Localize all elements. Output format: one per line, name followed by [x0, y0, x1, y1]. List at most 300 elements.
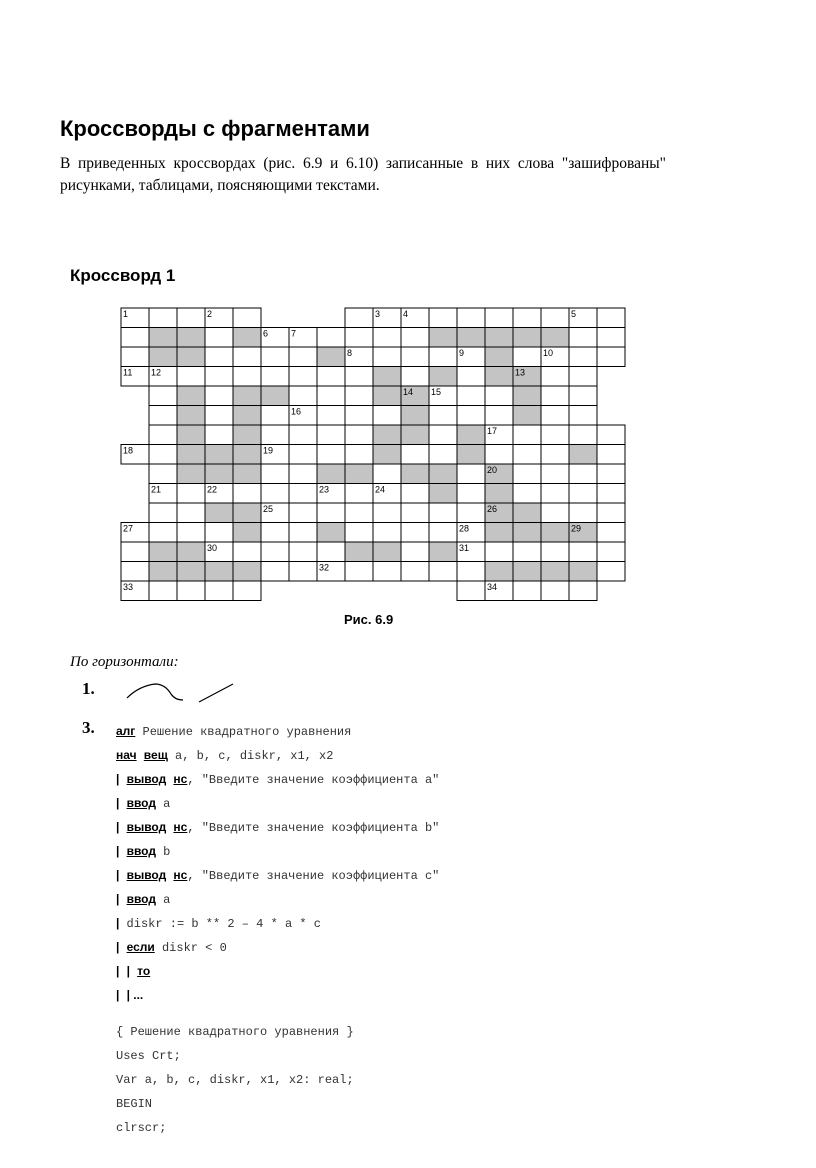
crossword-block-cell [541, 523, 569, 543]
keyword-output: вывод [126, 868, 167, 882]
crossword-number: 7 [291, 328, 297, 339]
crossword-cell[interactable] [149, 406, 177, 426]
crossword-cell[interactable] [429, 445, 457, 465]
crossword-cell[interactable] [261, 464, 289, 484]
block-bar: | [116, 892, 120, 906]
crossword-cell[interactable] [513, 425, 541, 445]
crossword-block-cell [233, 445, 261, 465]
crossword-block-cell [177, 386, 205, 406]
crossword-cell[interactable] [345, 484, 373, 504]
crossword-cell[interactable] [177, 308, 205, 328]
algo-line-6 [116, 844, 170, 859]
crossword-cell[interactable] [429, 425, 457, 445]
crossword-cell[interactable] [541, 464, 569, 484]
crossword-cell[interactable] [401, 503, 429, 523]
crossword-block-cell [541, 328, 569, 348]
crossword-cell[interactable] [317, 367, 345, 387]
crossword-cell[interactable] [541, 484, 569, 504]
crossword-cell[interactable] [205, 523, 233, 543]
crossword-block-cell [541, 562, 569, 582]
crossword-block-cell [177, 464, 205, 484]
crossword-cell[interactable] [345, 523, 373, 543]
crossword-cell[interactable] [289, 347, 317, 367]
crossword-number: 5 [571, 309, 577, 319]
crossword-cell[interactable] [513, 464, 541, 484]
crossword-block-cell [485, 562, 513, 582]
crossword-cell[interactable] [345, 386, 373, 406]
crossword-cell[interactable] [373, 523, 401, 543]
crossword-cell[interactable] [317, 503, 345, 523]
crossword-number: 22 [207, 484, 218, 495]
crossword-block-cell [401, 425, 429, 445]
code-text: diskr < 0 [154, 941, 227, 955]
crossword-block-cell [373, 445, 401, 465]
crossword-cell[interactable] [597, 542, 625, 562]
algo-line-10 [116, 940, 227, 955]
keyword-ns: нс [173, 772, 188, 786]
crossword-cell[interactable] [345, 367, 373, 387]
pascal-line-3: Var a, b, c, diskr, x1, x2: real; [116, 1073, 354, 1087]
clue-number-3: 3. [82, 718, 95, 737]
crossword-cell[interactable] [345, 503, 373, 523]
crossword-cell[interactable] [457, 464, 485, 484]
crossword-block-cell [429, 464, 457, 484]
crossword-block-cell [457, 328, 485, 348]
algo-line-8 [116, 892, 170, 907]
crossword-block-cell [513, 406, 541, 426]
crossword-cell[interactable] [345, 406, 373, 426]
figure-caption: Рис. 6.9 [344, 612, 394, 627]
crossword-cell[interactable] [289, 562, 317, 582]
crossword-number: 27 [123, 523, 134, 534]
code-text: , "Введите значение коэффициента b" [187, 821, 440, 835]
crossword-cell[interactable] [597, 562, 625, 582]
crossword-cell[interactable] [541, 581, 569, 601]
crossword-cell[interactable] [485, 386, 513, 406]
crossword-cell[interactable] [261, 425, 289, 445]
crossword-cell[interactable] [345, 308, 373, 328]
crossword-block-cell [177, 542, 205, 562]
crossword-cell[interactable] [457, 308, 485, 328]
crossword-cell[interactable] [569, 464, 597, 484]
crossword-cell[interactable] [457, 581, 485, 601]
slash-stroke [199, 684, 233, 702]
crossword-cell[interactable] [457, 367, 485, 387]
block-bar: | [116, 868, 120, 882]
crossword-cell[interactable] [541, 542, 569, 562]
crossword-cell[interactable] [233, 581, 261, 601]
crossword-cell[interactable] [401, 328, 429, 348]
crossword-block-cell [513, 386, 541, 406]
algo-line-12 [116, 988, 143, 1003]
block-bar: | [116, 844, 120, 858]
crossword-block-cell [205, 464, 233, 484]
crossword-block-cell [485, 484, 513, 504]
crossword-number: 13 [515, 367, 526, 378]
crossword-number: 26 [487, 504, 498, 514]
crossword-cell[interactable] [373, 503, 401, 523]
code-text: diskr := b ** 2 – 4 * a * c [119, 917, 321, 931]
crossword-block-cell [513, 562, 541, 582]
crossword-cell[interactable] [401, 523, 429, 543]
crossword-block-cell [429, 484, 457, 504]
crossword-cell[interactable] [317, 406, 345, 426]
crossword-number: 32 [319, 562, 330, 573]
pascal-line-4: BEGIN [116, 1097, 153, 1111]
crossword-cell[interactable] [569, 542, 597, 562]
keyword-alg: алг [116, 724, 136, 738]
crossword-number: 24 [375, 484, 386, 495]
crossword-cell[interactable] [233, 308, 261, 328]
crossword-cell[interactable] [289, 464, 317, 484]
crossword-block-cell [317, 347, 345, 367]
crossword-block-cell [233, 503, 261, 523]
crossword-cell[interactable] [289, 425, 317, 445]
crossword-block-cell [177, 347, 205, 367]
crossword-block-cell [373, 542, 401, 562]
crossword-cell[interactable] [597, 484, 625, 504]
crossword-cell[interactable] [569, 484, 597, 504]
crossword-cell[interactable] [345, 425, 373, 445]
crossword-block-cell [233, 464, 261, 484]
crossword-cell[interactable] [429, 347, 457, 367]
block-bar: | [116, 916, 120, 930]
crossword-cell[interactable] [345, 562, 373, 582]
crossword-number: 11 [123, 367, 133, 378]
crossword-cell[interactable] [401, 445, 429, 465]
crossword-block-cell [233, 562, 261, 582]
block-bar: | [126, 988, 130, 1002]
crossword-block-cell [429, 542, 457, 562]
crossword-cell[interactable] [289, 386, 317, 406]
clue-number-1: 1. [82, 679, 95, 698]
algo-line-1 [116, 724, 351, 739]
crossword-cell[interactable] [121, 542, 149, 562]
crossword-cell[interactable] [261, 542, 289, 562]
keyword-ns: нс [173, 820, 188, 834]
crossword-cell[interactable] [317, 542, 345, 562]
crossword-cell[interactable] [597, 425, 625, 445]
crossword-cell[interactable] [429, 562, 457, 582]
crossword-cell[interactable] [289, 523, 317, 543]
crossword-cell[interactable] [177, 503, 205, 523]
crossword-number: 21 [151, 484, 162, 495]
keyword-input: ввод [126, 844, 156, 858]
crossword-cell[interactable] [541, 386, 569, 406]
crossword-cell[interactable] [597, 445, 625, 465]
crossword-cell[interactable] [569, 367, 597, 387]
crossword-block-cell [457, 445, 485, 465]
crossword-cell[interactable] [513, 542, 541, 562]
wave-stroke [127, 684, 183, 700]
crossword-cell[interactable] [233, 484, 261, 504]
crossword-block-cell [177, 425, 205, 445]
algo-line-2 [116, 748, 333, 763]
crossword-cell[interactable] [597, 347, 625, 367]
crossword-block-cell [429, 328, 457, 348]
crossword-cell[interactable] [457, 386, 485, 406]
crossword-block-cell [205, 503, 233, 523]
crossword-cell[interactable] [317, 425, 345, 445]
code-ellipsis: ... [129, 988, 144, 1002]
crossword-cell[interactable] [541, 308, 569, 328]
crossword-block-cell [233, 425, 261, 445]
crossword-cell[interactable] [373, 328, 401, 348]
block-bar: | [116, 796, 120, 810]
crossword-cell[interactable] [457, 562, 485, 582]
crossword-cell[interactable] [261, 562, 289, 582]
crossword-cell[interactable] [289, 445, 317, 465]
crossword-block-cell [513, 523, 541, 543]
crossword-cell[interactable] [317, 445, 345, 465]
crossword-cell[interactable] [597, 464, 625, 484]
crossword-cell[interactable] [569, 581, 597, 601]
crossword-block-cell [317, 523, 345, 543]
crossword-block-cell [569, 562, 597, 582]
crossword-block-cell [149, 562, 177, 582]
keyword-input: ввод [126, 796, 156, 810]
crossword-cell[interactable] [261, 523, 289, 543]
crossword-cell[interactable] [373, 562, 401, 582]
crossword-number: 25 [263, 504, 274, 514]
crossword-cell[interactable] [485, 406, 513, 426]
crossword-cell[interactable] [205, 347, 233, 367]
crossword-cell[interactable] [401, 347, 429, 367]
algo-line-3 [116, 772, 439, 787]
crossword-cell[interactable] [289, 542, 317, 562]
crossword-cell[interactable] [513, 445, 541, 465]
crossword-block-cell [233, 328, 261, 348]
crossword-number: 33 [123, 582, 134, 592]
crossword-number: 34 [487, 582, 498, 592]
crossword-cell[interactable] [177, 484, 205, 504]
crossword-block-cell [233, 523, 261, 543]
page-title: Кроссворды с фрагментами [60, 116, 370, 141]
crossword-block-cell [513, 503, 541, 523]
crossword-cell[interactable] [597, 523, 625, 543]
keyword-ns: нс [173, 868, 188, 882]
intro-paragraph: В приведенных кроссвордах (рис. 6.9 и 6.10) записанные в них слова "зашифрованы" рисунками, таблицами, поясняющими текстами. [60, 155, 666, 194]
code-text: , "Введите значение коэффициента c" [187, 869, 440, 883]
block-bar: | [116, 988, 120, 1002]
crossword-number: 28 [459, 523, 470, 534]
crossword-cell[interactable] [177, 367, 205, 387]
crossword-block-cell [513, 328, 541, 348]
crossword-cell[interactable] [569, 328, 597, 348]
crossword-cell[interactable] [177, 523, 205, 543]
across-label: По горизонтали: [70, 654, 179, 670]
crossword-cell[interactable] [569, 425, 597, 445]
crossword-cell[interactable] [401, 562, 429, 582]
crossword-cell[interactable] [149, 581, 177, 601]
crossword-block-cell [149, 328, 177, 348]
crossword-block-cell [177, 562, 205, 582]
crossword-cell[interactable] [205, 367, 233, 387]
crossword-block-cell [429, 367, 457, 387]
crossword-block-cell [485, 328, 513, 348]
crossword-cell[interactable] [289, 503, 317, 523]
block-bar: | [126, 964, 130, 978]
crossword-number: 17 [487, 426, 498, 436]
crossword-cell[interactable] [233, 542, 261, 562]
crossword-cell[interactable] [541, 425, 569, 445]
crossword-cell[interactable] [149, 445, 177, 465]
crossword-cell[interactable] [541, 367, 569, 387]
crossword-cell[interactable] [429, 406, 457, 426]
crossword-cell[interactable] [597, 328, 625, 348]
algo-line-4 [116, 796, 170, 811]
crossword-cell[interactable] [205, 328, 233, 348]
crossword-cell[interactable] [569, 503, 597, 523]
crossword-cell[interactable] [149, 386, 177, 406]
crossword-cell[interactable] [205, 406, 233, 426]
crossword-title: Кроссворд 1 [70, 266, 176, 285]
crossword-cell[interactable] [149, 425, 177, 445]
crossword-cell[interactable] [373, 347, 401, 367]
crossword-number: 23 [319, 484, 330, 495]
crossword-cell[interactable] [233, 367, 261, 387]
crossword-cell[interactable] [289, 484, 317, 504]
crossword-block-cell [177, 445, 205, 465]
crossword-block-cell [373, 425, 401, 445]
code-text: a, b, c, diskr, x1, x2 [167, 749, 334, 763]
keyword-output: вывод [126, 820, 167, 834]
crossword-cell[interactable] [541, 503, 569, 523]
algo-line-11 [116, 964, 150, 979]
crossword-cell[interactable] [513, 484, 541, 504]
crossword-number: 14 [403, 387, 414, 397]
crossword-block-cell [205, 445, 233, 465]
crossword-number: 16 [291, 406, 302, 417]
crossword-cell[interactable] [121, 562, 149, 582]
keyword-if: если [126, 940, 155, 954]
crossword-block-cell [233, 386, 261, 406]
crossword-cell[interactable] [429, 308, 457, 328]
crossword-cell[interactable] [597, 308, 625, 328]
crossword-cell[interactable] [485, 542, 513, 562]
crossword-cell[interactable] [345, 445, 373, 465]
crossword-cell[interactable] [121, 328, 149, 348]
crossword-cell[interactable] [149, 464, 177, 484]
code-text: Решение квадратного уравнения [135, 725, 352, 739]
crossword-cell[interactable] [289, 367, 317, 387]
crossword-number: 1 [123, 309, 129, 319]
crossword-number: 8 [347, 348, 353, 358]
crossword-cell[interactable] [373, 464, 401, 484]
crossword-cell[interactable] [541, 406, 569, 426]
algo-line-7 [116, 868, 439, 883]
crossword-cell[interactable] [261, 367, 289, 387]
crossword-block-cell [569, 445, 597, 465]
crossword-cell[interactable] [149, 308, 177, 328]
crossword-block-cell [345, 464, 373, 484]
crossword-cell[interactable] [457, 406, 485, 426]
crossword-cell[interactable] [457, 503, 485, 523]
crossword-cell[interactable] [177, 581, 205, 601]
crossword-cell[interactable] [429, 523, 457, 543]
code-text: a [155, 797, 171, 811]
crossword-number: 2 [207, 309, 213, 319]
crossword-cell[interactable] [513, 308, 541, 328]
crossword-cell[interactable] [205, 425, 233, 445]
crossword-cell[interactable] [401, 542, 429, 562]
crossword-number: 3 [375, 309, 381, 319]
crossword-cell[interactable] [513, 581, 541, 601]
crossword-cell[interactable] [429, 503, 457, 523]
pascal-line-1: { Решение квадратного уравнения } [116, 1025, 354, 1039]
crossword-cell[interactable] [149, 503, 177, 523]
crossword-cell[interactable] [457, 484, 485, 504]
crossword-block-cell [345, 542, 373, 562]
crossword-number: 20 [487, 465, 498, 475]
crossword-block-cell [205, 562, 233, 582]
crossword-cell[interactable] [261, 406, 289, 426]
crossword-cell[interactable] [569, 386, 597, 406]
keyword-vesh: вещ [143, 748, 168, 762]
keyword-output: вывод [126, 772, 167, 786]
crossword-cell[interactable] [597, 503, 625, 523]
crossword-cell[interactable] [485, 308, 513, 328]
crossword-cell[interactable] [485, 445, 513, 465]
block-bar: | [116, 964, 120, 978]
crossword-block-cell [485, 347, 513, 367]
block-bar: | [116, 772, 120, 786]
crossword-block-cell [485, 523, 513, 543]
crossword-block-cell [233, 406, 261, 426]
crossword-number: 6 [263, 328, 269, 339]
crossword-cell[interactable] [261, 484, 289, 504]
crossword-block-cell [401, 406, 429, 426]
crossword-cell[interactable] [261, 347, 289, 367]
crossword-block-cell [485, 367, 513, 387]
crossword-cell[interactable] [569, 406, 597, 426]
keyword-nach: нач [116, 748, 137, 762]
crossword-number: 9 [459, 348, 465, 358]
code-text: b [155, 845, 171, 859]
crossword-number: 31 [459, 543, 470, 553]
block-bar: | [116, 820, 120, 834]
algo-line-9 [116, 916, 321, 931]
algo-line-5 [116, 820, 439, 835]
crossword-block-cell [373, 367, 401, 387]
crossword-block-cell [457, 425, 485, 445]
crossword-cell[interactable] [401, 367, 429, 387]
crossword-cell[interactable] [569, 347, 597, 367]
crossword-cell[interactable] [401, 484, 429, 504]
crossword-cell[interactable] [149, 523, 177, 543]
crossword-number: 19 [263, 445, 274, 456]
code-text: , "Введите значение коэффициента a" [187, 773, 440, 787]
crossword-block-cell [401, 464, 429, 484]
crossword-number: 18 [123, 445, 134, 456]
crossword-cell[interactable] [373, 406, 401, 426]
block-bar: | [116, 940, 120, 954]
crossword-cell[interactable] [233, 347, 261, 367]
crossword-cell[interactable] [317, 328, 345, 348]
crossword-cell[interactable] [205, 386, 233, 406]
crossword-number: 29 [571, 523, 582, 534]
pascal-line-5: clrscr; [116, 1121, 167, 1135]
crossword-cell[interactable] [541, 445, 569, 465]
crossword-cell[interactable] [205, 581, 233, 601]
code-text: a [155, 893, 171, 907]
crossword-cell[interactable] [513, 347, 541, 367]
crossword-cell[interactable] [121, 347, 149, 367]
crossword-cell[interactable] [317, 386, 345, 406]
crossword-number: 10 [543, 348, 554, 358]
crossword-block-cell [177, 406, 205, 426]
keyword-then: то [137, 964, 151, 978]
